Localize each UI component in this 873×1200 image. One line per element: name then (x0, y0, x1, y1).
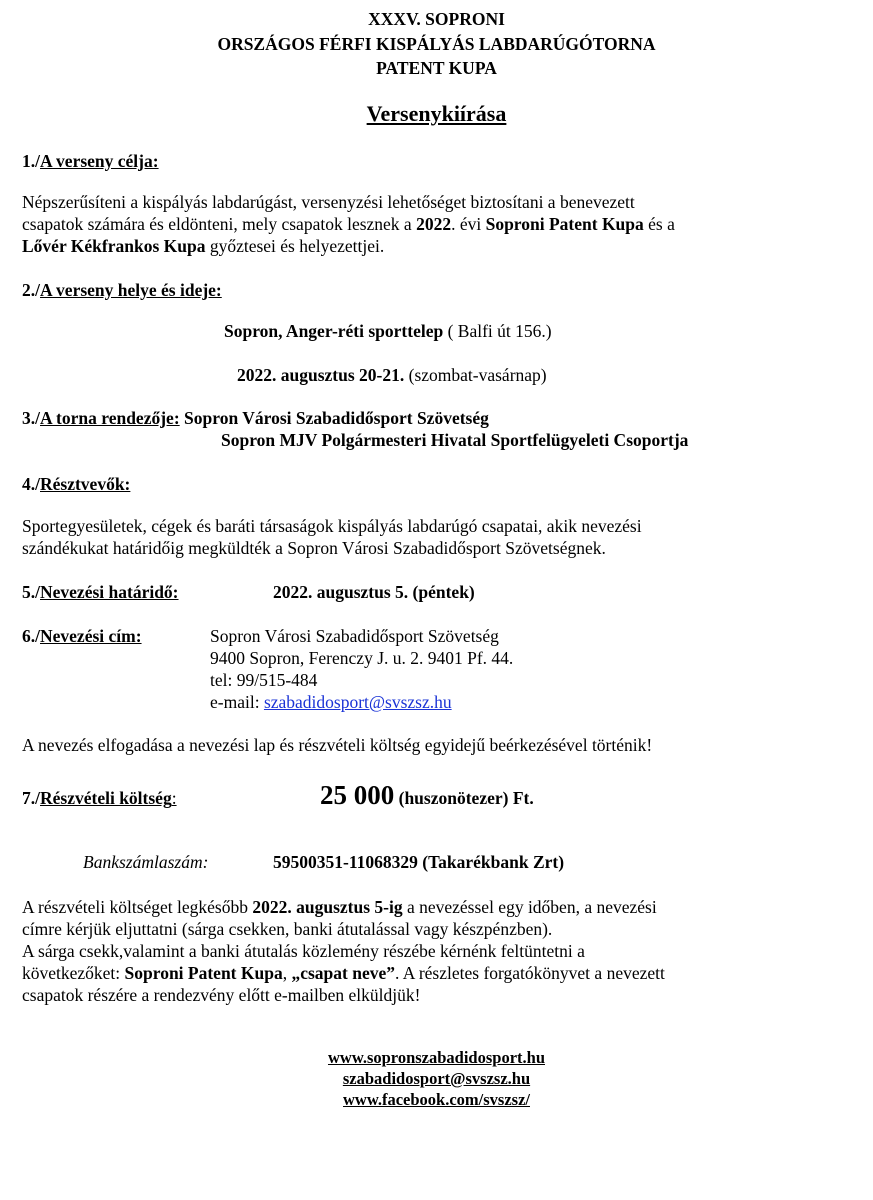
organizer-2: Sopron MJV Polgármesteri Hivatal Sportfelügyeleti Csoportja (221, 430, 689, 450)
section-2-heading (22, 279, 222, 301)
entry-phone: tel: 99/515-484 (210, 670, 318, 690)
event-date: 2022. augusztus 20-21. (237, 365, 405, 385)
bank-account-label: Bankszámlaszám: (83, 852, 209, 872)
section-5-number: 5./ (22, 582, 40, 602)
footer-website-link[interactable]: www.sopronszabadidosport.hu (327, 1048, 545, 1067)
footer-facebook-link[interactable]: www.facebook.com/svszsz/ (343, 1090, 530, 1109)
bank-account-number: 59500351-11068329 (Takarékbank Zrt) (273, 852, 565, 872)
section-1-text-line-1: Népszerűsíteni a kispályás labdarúgást, versenyzési lehetőséget biztosítani a benevezett (22, 192, 635, 212)
organizer-1: Sopron Városi Szabadidősport Szövetség (179, 408, 489, 428)
fee-amount-text: (huszonötezer) Ft. (394, 788, 534, 808)
section-1-number: 1./ (22, 151, 40, 171)
payment-text-line-5: csapatok részére a rendezvény előtt e-mailben elküldjük! (22, 985, 421, 1005)
event-date-line (237, 364, 547, 386)
header-line-2: ORSZÁGOS FÉRFI KISPÁLYÁS LABDARÚGÓTORNA (217, 34, 656, 54)
section-4-heading (22, 473, 130, 495)
section-2-title: A verseny helye és ideje: (40, 280, 222, 300)
section-4-text-line-1: Sportegyesületek, cégek és baráti társaságok kispályás labdarúgó csapatai, akik nevezési (22, 516, 642, 536)
venue-line (224, 320, 552, 342)
section-6-title: Nevezési cím: (40, 626, 142, 646)
payment-text-line-2: címre kérjük eljuttatni (sárga csekken, banki átutalással vagy készpénzben). (22, 919, 553, 939)
payment-deadline: 2022. augusztus 5-ig (252, 897, 403, 917)
header-line-1: XXXV. SOPRONI (368, 9, 505, 29)
payment-text-line-3: A sárga csekk,valamint a banki átutalás közlemény részébe kérnénk feltüntetni a (22, 941, 585, 961)
section-5-heading (22, 581, 179, 603)
reference-team-name: „csapat neve” (291, 963, 395, 983)
section-1-text-line-3: Lővér Kékfrankos Kupa győztesei és helyezettjei. (22, 236, 385, 256)
entry-deadline: 2022. augusztus 5. (péntek) (273, 582, 475, 602)
section-2-number: 2./ (22, 280, 40, 300)
section-5-title: Nevezési határidő: (40, 582, 179, 602)
email-label: e-mail: (210, 692, 264, 712)
year-highlight: 2022 (416, 214, 452, 234)
section-4-title: Résztvevők: (40, 474, 131, 494)
entry-email-link[interactable]: szabadidosport@svszsz.hu (263, 692, 452, 712)
payment-text-line-4: következőket: Soproni Patent Kupa, „csapat neve”. A részletes forgatókönyvet a nevezett (22, 963, 665, 983)
section-3-heading (22, 407, 489, 429)
venue-name: Sopron, Anger-réti sporttelep (224, 321, 444, 341)
entry-address-line-1: Sopron Városi Szabadidősport Szövetség (210, 626, 499, 646)
section-6-number: 6./ (22, 626, 40, 646)
section-7-number: 7./ (22, 788, 40, 808)
fee-amount: 25 000 (320, 780, 395, 810)
fee-line (320, 778, 534, 815)
section-1-heading (22, 150, 159, 172)
entry-acceptance-note: A nevezés elfogadása a nevezési lap és részvételi költség egyidejű beérkezésével történik! (22, 735, 653, 755)
payment-text-line-1: A részvételi költséget legkésőbb 2022. augusztus 5-ig a nevezéssel egy időben, a nevezési (22, 897, 657, 917)
event-days: (szombat-vasárnap) (404, 365, 547, 385)
footer-email-link[interactable]: szabadidosport@svszsz.hu (342, 1069, 531, 1088)
section-4-text-line-2: szándékukat határidőig megküldték a Sopron Városi Szabadidősport Szövetségnek. (22, 538, 606, 558)
document-title: Versenykiírása (366, 101, 507, 126)
section-1-text-line-2: csapatok számára és eldönteni, mely csapatok lesznek a 2022. évi Soproni Patent Kupa és a (22, 214, 675, 234)
section-4-number: 4./ (22, 474, 40, 494)
section-7-title: Részvételi költség (40, 788, 172, 808)
section-7-heading (22, 787, 177, 809)
reference-cup-name: Soproni Patent Kupa (124, 963, 283, 983)
entry-address-line-2: 9400 Sopron, Ferenczy J. u. 2. 9401 Pf. 44. (210, 648, 514, 668)
venue-address: ( Balfi út 156.) (443, 321, 552, 341)
entry-email-line (210, 691, 452, 713)
patent-cup-name: Soproni Patent Kupa (485, 214, 644, 234)
header-line-3: PATENT KUPA (376, 58, 497, 78)
section-3-title: A torna rendezője: (40, 408, 180, 428)
kekfrankos-cup-name: Lővér Kékfrankos Kupa (22, 236, 206, 256)
section-1-title: A verseny célja: (40, 151, 159, 171)
section-7-colon: : (171, 788, 177, 808)
section-6-heading (22, 625, 142, 647)
section-3-number: 3./ (22, 408, 40, 428)
